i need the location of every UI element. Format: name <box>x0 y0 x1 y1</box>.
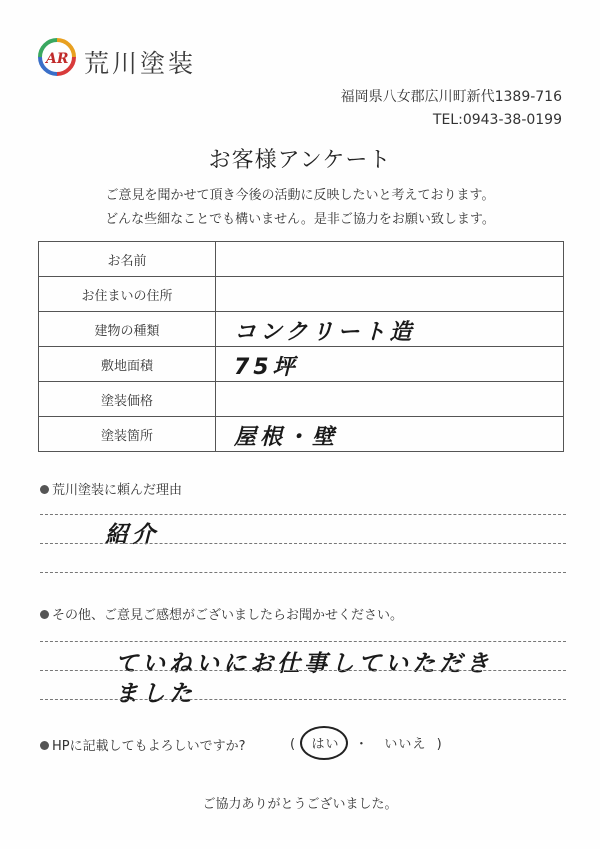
table-row <box>39 347 564 382</box>
answer-line <box>40 514 566 515</box>
svg-text:AR: AR <box>46 51 69 67</box>
table-row <box>39 242 564 277</box>
question-comments <box>40 604 403 623</box>
logo-mark-icon <box>38 38 76 76</box>
name-field[interactable] <box>216 242 564 277</box>
open-paren: ( <box>290 737 297 752</box>
price-field[interactable] <box>216 382 564 417</box>
company-logo <box>38 38 238 78</box>
survey-intro <box>0 184 600 232</box>
question-hp-permission <box>40 735 246 754</box>
answer-line <box>40 699 566 700</box>
close-paren: ) <box>436 737 443 752</box>
row-label-name: お名前 <box>39 242 216 277</box>
selected-yes-circle <box>300 726 348 760</box>
option-separator: ・ <box>354 737 369 752</box>
site-area-field[interactable] <box>216 347 564 382</box>
paint-area-field[interactable] <box>216 417 564 452</box>
question-reason <box>40 479 182 498</box>
answer-reason[interactable]: 紹介 <box>105 522 159 548</box>
survey-title: お客様アンケート <box>208 148 392 173</box>
company-address: 福岡県八女郡広川町新代1389-716 <box>340 89 562 105</box>
customer-info-table <box>38 241 564 452</box>
row-label-price: 塗装価格 <box>39 382 216 417</box>
answer-line <box>40 641 566 642</box>
question-hp-text: HPに記載してもよろしいですか? <box>52 739 246 754</box>
option-yes[interactable]: はい <box>311 737 340 752</box>
row-label-paint-area: 塗装箇所 <box>39 417 216 452</box>
bullet-icon <box>40 741 49 750</box>
bullet-icon <box>40 485 49 494</box>
address-field[interactable] <box>216 277 564 312</box>
row-label-building-type: 建物の種類 <box>39 312 216 347</box>
question-reason-text: 荒川塗装に頼んだ理由 <box>52 483 183 498</box>
table-row <box>39 417 564 452</box>
table-row <box>39 312 564 347</box>
building-type-field[interactable] <box>216 312 564 347</box>
row-label-address: お住まいの住所 <box>39 277 216 312</box>
company-name: 荒川塗装 <box>84 49 197 78</box>
answer-line <box>40 572 566 573</box>
answer-comments-line-2[interactable]: ました <box>115 681 196 707</box>
company-tel: TEL:0943-38-0199 <box>432 112 562 128</box>
answer-line <box>40 670 566 671</box>
thanks-message: ご協力ありがとうございました。 <box>202 797 398 812</box>
intro-line-2: どんな些細なことでも構いません。是非ご協力をお願い致します。 <box>105 212 495 227</box>
paint-area-value: 屋根・壁 <box>234 425 339 450</box>
site-area-value: 75坪 <box>234 355 299 380</box>
table-row <box>39 277 564 312</box>
option-no[interactable]: いいえ <box>384 737 427 752</box>
bullet-icon <box>40 610 49 619</box>
row-label-site-area: 敷地面積 <box>39 347 216 382</box>
company-contact <box>341 86 562 132</box>
intro-line-1: ご意見を聞かせて頂き今後の活動に反映したいと考えております。 <box>105 188 495 203</box>
question-comments-text: その他、ご意見ご感想がございましたらお聞かせください。 <box>52 608 404 623</box>
answer-comments-line-1[interactable]: ていねいにお仕事していただき <box>115 651 493 677</box>
answer-line <box>40 543 566 544</box>
building-type-value: コンクリート造 <box>234 320 416 345</box>
table-row <box>39 382 564 417</box>
